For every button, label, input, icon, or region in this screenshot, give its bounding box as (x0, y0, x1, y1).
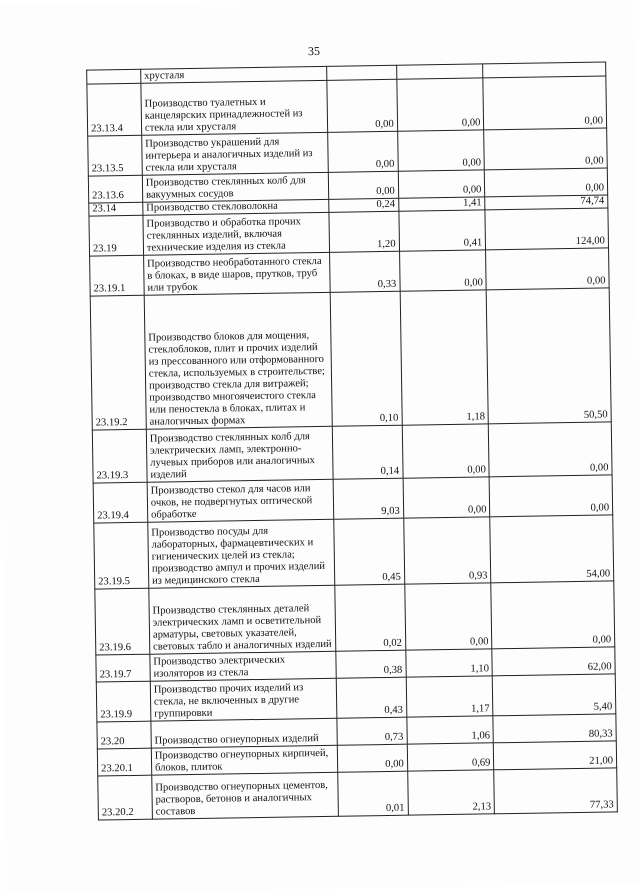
name-cell: Производство стеклянных колб для вакуумных сосудов (142, 172, 328, 202)
code-cell (87, 69, 141, 84)
name-cell: Производство необработанного стекла в блоках, в виде шаров, прутков, труб или трубок (143, 252, 330, 295)
value-cell-2 (396, 64, 483, 79)
value-cell-3: 77,33 (494, 768, 617, 814)
value-cell-1: 0,00 (328, 171, 398, 199)
value-cell-3: 0,00 (486, 248, 609, 290)
name-cell: Производство украшений для интерьера и аналогичных изделий из стекла или хрусталя (142, 132, 329, 175)
code-cell: 23.13.4 (87, 83, 142, 136)
value-cell-1: 0,01 (338, 771, 408, 816)
value-cell-2: 0,41 (399, 210, 486, 251)
value-cell-2: 1,06 (407, 716, 494, 744)
value-cell-3: 21,00 (494, 741, 617, 770)
value-cell-1: 1,20 (329, 211, 399, 252)
value-cell-2: 1,18 (400, 290, 489, 425)
table-body (87, 62, 618, 820)
name-cell: Производство стеклянных колб для электрических ламп, электронно-лучевых приборов или аналогичных изделий (146, 426, 333, 482)
value-cell-2: 0,00 (399, 250, 486, 291)
value-cell-2: 2,13 (407, 770, 494, 815)
value-cell-3: 0,00 (483, 76, 606, 130)
code-cell: 23.14 (89, 202, 143, 216)
value-cell-3: 0,00 (489, 475, 612, 517)
value-cell-2: 0,00 (397, 130, 484, 171)
code-cell: 23.20 (97, 721, 151, 749)
value-cell-1: 0,00 (327, 79, 398, 132)
code-cell: 23.13.6 (88, 175, 142, 203)
value-cell-3: 0,00 (484, 128, 607, 170)
value-cell-1: 0,73 (337, 717, 407, 745)
value-cell-1: 0,45 (334, 518, 405, 585)
value-cell-1: 0,33 (329, 251, 399, 292)
name-cell: Производство стеклянных деталей электрических ламп и осветительной арматуры, световых указателей, световых табло и аналогичных изделий (149, 585, 336, 654)
code-cell: 23.19.4 (93, 482, 148, 523)
value-cell-1 (327, 65, 397, 80)
code-cell: 23.13.5 (88, 135, 143, 176)
value-cell-2: 1,17 (406, 676, 493, 717)
table-row (92, 422, 612, 483)
value-cell-3: 0,00 (485, 168, 608, 197)
value-cell-1: 0,38 (336, 650, 406, 678)
data-table (86, 61, 618, 820)
value-cell-1: 0,00 (337, 744, 407, 772)
value-cell-3: 54,00 (490, 515, 614, 583)
value-cell-2: 0,00 (403, 477, 490, 518)
code-cell: 23.19.2 (90, 295, 146, 430)
table-row (95, 581, 615, 655)
value-cell-2: 0,69 (407, 743, 494, 771)
value-cell-3: 124,00 (485, 208, 608, 250)
code-cell: 23.20.1 (97, 748, 151, 776)
value-cell-1: 0,10 (330, 291, 402, 426)
table-row (98, 768, 618, 820)
value-cell-1: 0,24 (329, 198, 399, 212)
code-cell: 23.19.1 (90, 255, 145, 296)
value-cell-1: 0,43 (336, 677, 406, 718)
value-cell-1: 0,14 (332, 425, 403, 479)
value-cell-3: 74,74 (485, 195, 608, 210)
code-cell: 23.19.7 (96, 654, 150, 682)
name-cell: Производство туалетных и канцелярских принадлежностей из стекла или хрусталя (141, 80, 328, 135)
value-cell-2: 1,10 (405, 649, 492, 677)
name-cell: Производство электрических изоляторов из стекла (150, 651, 336, 681)
name-cell: Производство прочих изделий из стекла, не включенных в другие группировки (150, 678, 337, 721)
value-cell-3: 0,00 (491, 581, 615, 649)
table-row (90, 288, 611, 430)
code-cell: 23.19.3 (92, 429, 147, 483)
name-cell: хрусталя (141, 66, 327, 83)
code-cell: 23.19.5 (94, 522, 149, 589)
table-row (87, 76, 607, 136)
value-cell-1: 9,03 (333, 478, 403, 519)
value-cell-2: 1,41 (398, 197, 485, 211)
page-number: 35 (307, 43, 320, 59)
value-cell-3: 50,50 (487, 288, 612, 424)
name-cell: Производство и обработка прочих стеклянных изделий, включая технические изделия из стекла (143, 212, 330, 255)
value-cell-2: 0,00 (402, 424, 489, 478)
name-cell: Производство стекловолокна (143, 199, 329, 215)
value-cell-2: 0,93 (403, 517, 491, 584)
name-cell: Производство посуды для лабораторных, фармацевтических и гигиенических целей из стекла; производство ампул и прочих изделий из медицинского стекла (148, 519, 335, 588)
name-cell: Производство огнеупорных изделий (151, 718, 337, 748)
value-cell-3: 80,33 (493, 714, 616, 743)
table-row (94, 515, 614, 589)
code-cell: 23.19 (89, 215, 144, 256)
value-cell-1: 0,00 (328, 131, 398, 172)
value-cell-2: 0,00 (398, 170, 485, 198)
name-cell: Производство стекол для часов или очков, не подвергнутых оптической обработке (147, 479, 334, 522)
value-cell-3: 62,00 (492, 647, 615, 676)
code-cell: 23.19.6 (95, 588, 150, 655)
code-cell: 23.20.2 (98, 775, 153, 820)
name-cell: Производство огнеупорных кирпичей, блоков, плиток (151, 745, 337, 775)
name-cell: Производство огнеупорных цементов, растворов, бетонов и аналогичных составов (152, 772, 339, 819)
value-cell-2: 0,00 (404, 583, 492, 650)
value-cell-3: 0,00 (489, 422, 612, 477)
value-cell-2: 0,00 (397, 78, 484, 131)
value-cell-3: 5,40 (493, 674, 616, 716)
code-cell: 23.19.9 (96, 681, 151, 722)
value-cell-1: 0,02 (335, 584, 406, 651)
name-cell: Производство блоков для мощения, стеклоблоков, плит и прочих изделий из прессованного или отформованного стекла, используемых в строительстве; производство стекла для витражей; производство многоячеистого стекла или пеностекла в блоках, плитах и аналогичных формах (144, 292, 332, 429)
